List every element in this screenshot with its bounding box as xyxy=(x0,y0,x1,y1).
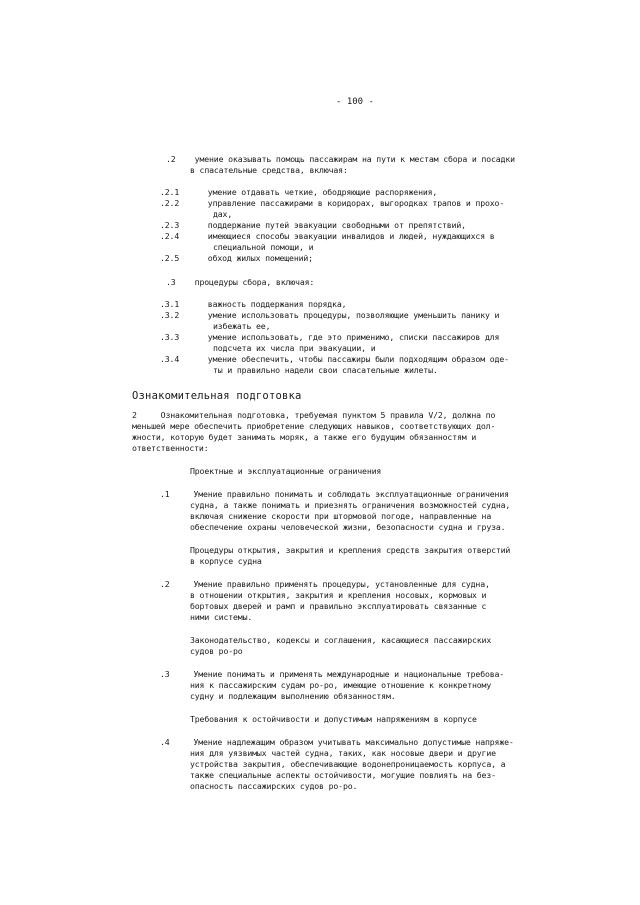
text-line: обеспечение охраны человеческой жизни, безопасности судна и груза. xyxy=(190,522,506,532)
text-line: ответственности: xyxy=(132,443,209,453)
text-line: .2 Умение правильно применять процедуры, установленные для судна, xyxy=(160,579,490,589)
text-line: дах, xyxy=(213,209,233,219)
text-line: опасность пассажирских судов ро-ро. xyxy=(190,781,358,791)
text-line: судна, а также понимать и приезнять ограничения возможностей судна, xyxy=(190,500,511,510)
text-line: .1 Умение правильно понимать и соблюдать эксплуатационные ограничения xyxy=(160,489,509,499)
text-line: ния для уязвимых частей судна, таких, как носовые двери и другие xyxy=(190,748,496,758)
text-line: .3.3 умение использовать, где это применимо, списки пассажиров для xyxy=(160,332,500,342)
text-line: также специальные аспекты остойчивости, могущие повлиять на без- xyxy=(190,770,496,780)
text-line: .3 Умение понимать и применять международные и национальные требова- xyxy=(160,669,505,679)
text-line: .2.1 умение отдавать четкие, ободряющие распоряжения, xyxy=(160,187,438,197)
text-line: в спасательные средства, включая: xyxy=(190,165,348,175)
text-line: .4 Умение надлежащим образом учитывать максимально допустимые напряже- xyxy=(160,737,514,747)
text-line: .2.5 обход жилых помещений; xyxy=(160,253,313,263)
text-line: жности, которую будет занимать моряк, а также его будущим обязанностям и xyxy=(132,432,477,442)
text-line: избежать ее, xyxy=(213,321,271,331)
text-line: Требования к остойчивости и допустимым напряжениям в корпусе xyxy=(190,714,477,724)
text-line: включая снижение скорости при штормовой погоде, направленные на xyxy=(190,511,492,521)
text-line: Процедуры открытия, закрытия и крепления средств закрытия отверстий xyxy=(190,545,511,555)
text-line: 2 Ознакомительная подготовка, требуемая пунктом 5 правила V/2, должна по xyxy=(132,410,496,420)
text-line: .3 процедуры сбора, включая: xyxy=(166,277,315,287)
text-line: .2.4 имеющиеся способы эвакуации инвалидов и людей, нуждающихся в xyxy=(160,231,495,241)
text-line: ты и правильно надели свои спасательные жилеты. xyxy=(213,365,438,375)
text-line: Проектные и эксплуатационные ограничения xyxy=(190,466,382,476)
text-line: в корпусе судна xyxy=(190,556,262,566)
text-line: .3.2 умение использовать процедуры, позволяющие уменьшить панику и xyxy=(160,310,500,320)
text-line: подсчета их числа при эвакуации, и xyxy=(213,343,376,353)
text-line: судов ро-ро xyxy=(190,646,243,656)
text-line: в отношении открытия, закрытия и крепления носовых, кормовых и xyxy=(190,590,487,600)
text-line: .3.1 важность поддержания порядка, xyxy=(160,299,347,309)
text-line: .3.4 умение обеспечить, чтобы пассажиры были подходящим образом оде- xyxy=(160,354,509,364)
text-line: устройства закрытия, обеспечивающие водонепроницаемость корпуса, а xyxy=(190,759,506,769)
page-number: - 100 - xyxy=(336,97,374,107)
text-line: бортовых дверей и рамп и правильно эксплуатировать связанные с xyxy=(190,601,487,611)
text-line: .2 умение оказывать помощь пассажирам на пути к местам сбора и посадки xyxy=(166,154,515,164)
text-line: .2.2 управление пассажирами в коридорах, выгородках трапов и прохо- xyxy=(160,198,505,208)
text-line: специальной помощи, и xyxy=(213,242,314,252)
section-title: Ознакомительная подготовка xyxy=(132,390,302,402)
text-line: меньшей мере обеспечить приобретение следующих навыков, соответствующих дол- xyxy=(132,421,496,431)
text-line: ния к пассажирским судам ро-ро, имеющие отношение к конкретному xyxy=(190,680,492,690)
text-line: судну и подлежащим выполнению обязанностям. xyxy=(190,691,396,701)
text-line: Законодательство, кодексы и соглашения, касающиеся пассажирских xyxy=(190,635,492,645)
text-line: .2.3 поддержание путей эвакуации свободными от препятствий, xyxy=(160,220,466,230)
text-line: ними системы. xyxy=(190,612,253,622)
